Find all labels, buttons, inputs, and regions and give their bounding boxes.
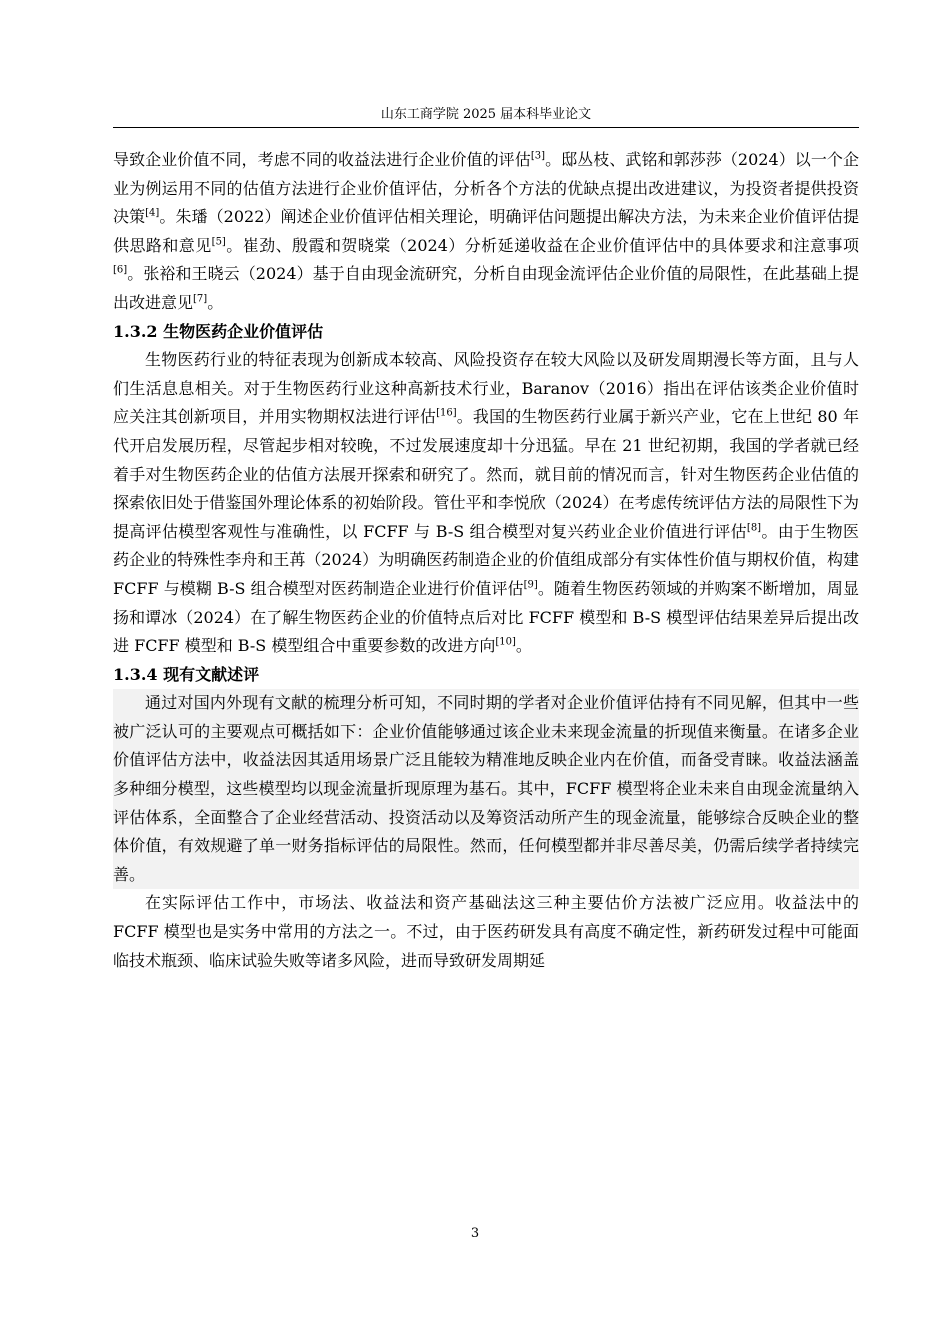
paragraph-text: 导致企业价值不同，考虑不同的收益法进行企业价值的评估 — [113, 150, 531, 169]
body-paragraph — [113, 346, 859, 661]
citation-ref: [8] — [746, 522, 762, 534]
citation-ref: [7] — [193, 293, 208, 305]
body-paragraph — [113, 889, 859, 975]
citation-ref: [10] — [495, 636, 516, 648]
section-heading: 1.3.2 生物医药企业价值评估 — [113, 321, 324, 341]
citation-ref: [9] — [523, 579, 538, 591]
paper-body — [113, 146, 859, 975]
paragraph-text: 通过对国内外现有文献的梳理分析可知，不同时期的学者对企业价值评估持有不同见解，但其中一些被广泛认可的主要观点可概括如下：企业价值能够通过该企业未来现金流量的折现值来衡量。在诸多企业价值评估方法中，收益法因其适用场景广泛且能较为精准地反映企业内在价值，而备受青睐。收益法涵盖多种细分模型，这些模型均以现金流量折现原理为基石。其中，FCFF 模型将企业未来自由现金流量纳入评估体系，全面整合了企业经营活动、投资活动以及筹资活动所产生的现金流量，能够综合反映企业的整体价值，有效规避了单一财务指标评估的局限性。然而，任何模型都并非尽善尽美，仍需后续学者持续完善。 — [113, 693, 859, 884]
paragraph-text: 。朱璠（2022）阐述企业价值评估相关理论，明确评估问题提出解决方法，为未来企业价值评估提供思路和意见 — [113, 207, 859, 255]
paragraph-text: 。崔劲、殷霞和贺晓棠（2024）分析延递收益在企业价值评估中的具体要求和注意事项 — [225, 235, 859, 255]
section-heading: 1.3.4 现有文献述评 — [113, 664, 260, 684]
citation-ref: [16] — [436, 408, 457, 420]
paragraph-text: 生物医药行业的特征表现为创新成本较高、风险投资存在较大风险以及研发周期漫长等方面，且与人们生活息息相关。对于生物医药行业这种高新技术行业，Baranov（2016）指出在评估该类企业价值时应关注其创新项目，并用实物期权法进行评估 — [113, 350, 859, 427]
citation-ref: [3] — [530, 150, 545, 162]
paragraph-text: 。 — [515, 636, 532, 656]
body-paragraph — [113, 689, 859, 889]
paragraph-text: 。张裕和王晓云（2024）基于自由现金流研究，分析自由现金流评估企业价值的局限性，在此基础上提出改进意见 — [113, 264, 859, 312]
citation-ref: [5] — [211, 236, 226, 248]
citation-ref: [4] — [145, 207, 160, 219]
body-paragraph — [113, 146, 859, 318]
paragraph-text: 。我国的生物医药行业属于新兴产业，它在上世纪 80 年代开启发展历程，尽管起步相对较晚，不过发展速度却十分迅猛。早在 21 世纪初期，我国的学者就已经着手对生物医药企业的估值方法展开探索和研究了。然而，就目前的情况而言，针对生物医药企业估值的探索依旧处于借鉴国外理论体系的初始阶段。管仕平和李悦欣（2024）在考虑传统评估方法的局限性下为提高评估模型客观性与准确性，以 FCFF 与 B-S 组合模型对复兴药业企业价值进行评估 — [113, 407, 859, 541]
page-header: 山东工商学院 2025 届本科毕业论文 — [113, 104, 859, 128]
page-number: 3 — [470, 1226, 480, 1241]
paragraph-text: 。由于生物医药企业的特殊性李舟和王苒（2024）为明确医药制造企业的价值组成部分有实体性价值与期权价值，构建 FCFF 与模糊 B-S 组合模型对医药制造企业进行价值评估 — [113, 521, 859, 598]
citation-ref: [6] — [113, 265, 128, 277]
paragraph-text: 。邸丛枝、武铭和郭莎莎（2024）以一个企业为例运用不同的估值方法进行企业价值评估，分析各个方法的优缺点提出改进建议，为投资者提供投资决策 — [113, 150, 859, 227]
paragraph-text: 。随着生物医药领域的并购案不断增加，周显扬和谭冰（2024）在了解生物医药企业的价值特点后对比 FCFF 模型和 B-S 模型评估结果差异后提出改进 FCFF 模型和 B-S 模型组合中重要参数的改进方向 — [113, 578, 859, 656]
paragraph-text: 在实际评估工作中，市场法、收益法和资产基础法这三种主要估价方法被广泛应用。收益法中的 FCFF 模型也是实务中常用的方法之一。不过，由于医药研发具有高度不确定性，新药研发过程中可能面临技术瓶颈、临床试验失败等诸多风险，进而导致研发周期延 — [113, 893, 859, 970]
paragraph-text: 。 — [207, 292, 224, 312]
